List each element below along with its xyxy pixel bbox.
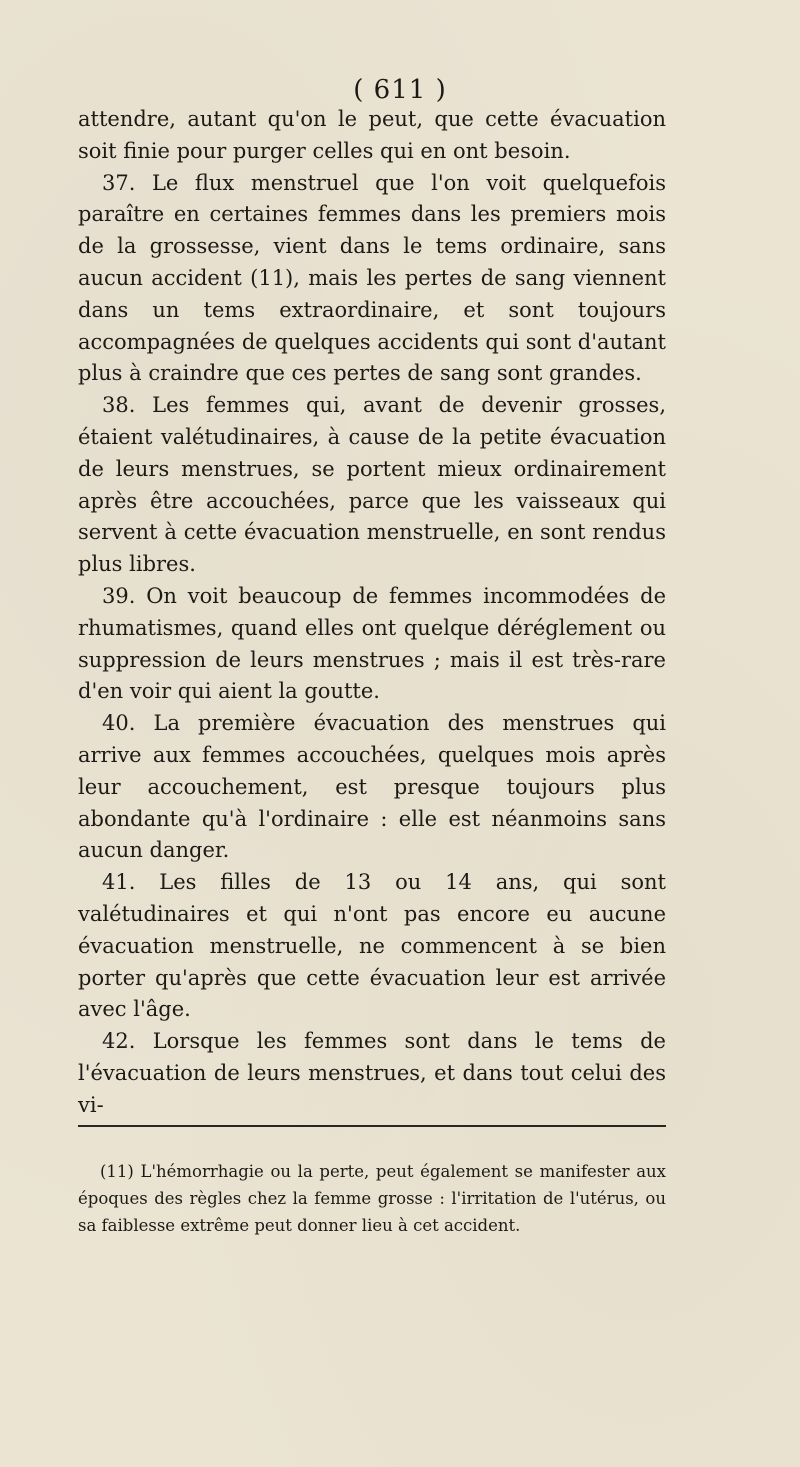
paragraph-41: 41. Les filles de 13 ou 14 ans, qui sont valétudinaires et qui n'ont pas encore eu aucune évacuation menstruelle, ne commencent à se bien porter qu'après que cette évacuation leur est arrivée avec l'âge.	[78, 870, 666, 1022]
paragraph-37: 37. Le flux menstruel que l'on voit quelquefois paraître en certaines femmes dans les premiers mois de la grossesse, vient dans le tems ordinaire, sans aucun accident (11), mais les pertes de sang viennent dans un tems extraordinaire, et sont toujours accompagnées de quelques accidents qui sont d'autant plus à craindre que ces pertes de sang sont grandes.	[78, 170, 666, 386]
paragraph-40: 40. La première évacuation des menstrues qui arrive aux femmes accouchées, quelques mois après leur accouchement, est presque toujours plus abondante qu'à l'ordinaire : elle est néanmoins sans aucun danger.	[78, 711, 666, 863]
body-text	[78, 104, 666, 1122]
paragraph-continuation: attendre, autant qu'on le peut, que cette évacuation soit finie pour purger celles qui en ont besoin.	[78, 107, 666, 163]
paragraph-39: 39. On voit beaucoup de femmes incommodées de rhumatismes, quand elles ont quelque déréglement ou suppression de leurs menstrues ; mais il est très-rare d'en voir qui aient la goutte.	[78, 583, 666, 704]
footnote	[78, 1158, 666, 1239]
page-number: ( 611 )	[353, 75, 447, 105]
paragraph-38: 38. Les femmes qui, avant de devenir grosses, étaient valétudinaires, à cause de la petite évacuation de leurs menstrues, se portent mieux ordinairement après être accouchées, parce que les vaisseaux qui servent à cette évacuation menstruelle, en sont rendus plus libres.	[78, 393, 666, 577]
footnote-separator	[78, 1125, 666, 1127]
footnote-11: (11) L'hémorrhagie ou la perte, peut également se manifester aux époques des règles chez la femme grosse : l'irritation de l'utérus, ou sa faiblesse extrême peut donner lieu à cet accident.	[78, 1162, 666, 1235]
paragraph-42: 42. Lorsque les femmes sont dans le tems de l'évacuation de leurs menstrues, et dans tout celui des vi-	[78, 1029, 666, 1117]
